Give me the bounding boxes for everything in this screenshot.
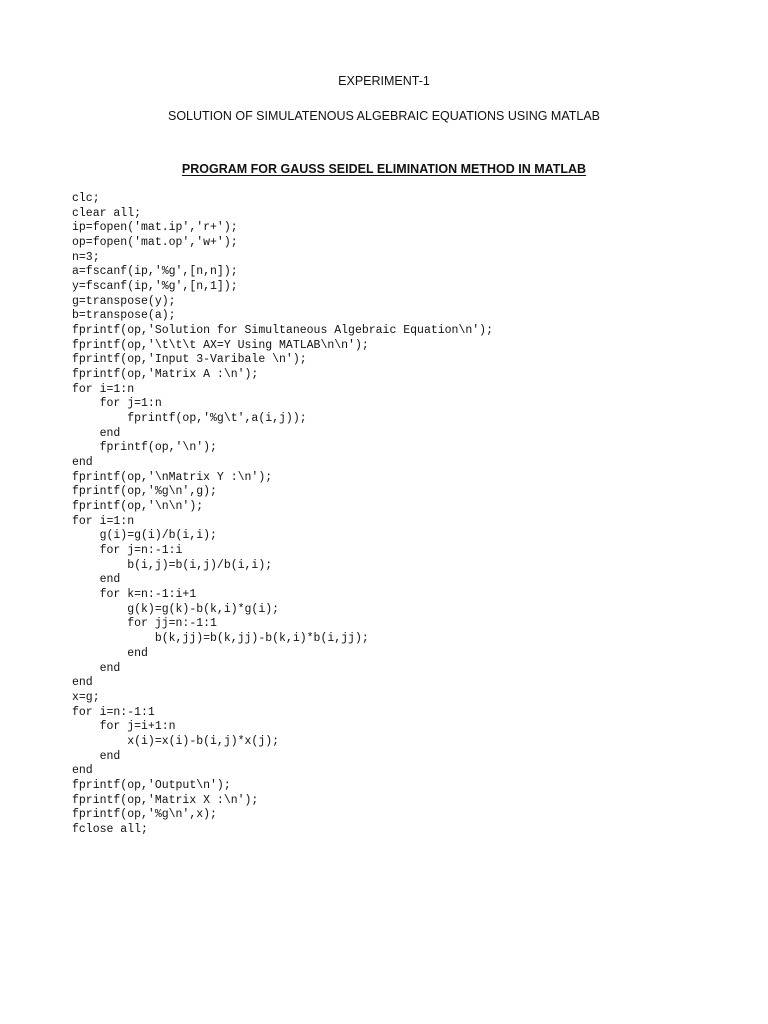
- matlab-code-block: [72, 192, 493, 838]
- code-line: fprintf(op,'Solution for Simultaneous Algebraic Equation\n');: [72, 324, 493, 338]
- code-line: fprintf(op,'%g\t',a(i,j));: [72, 412, 307, 426]
- code-line: fprintf(op,'%g\n',x);: [72, 808, 217, 822]
- code-line: x(i)=x(i)-b(i,j)*x(j);: [72, 734, 280, 748]
- code-line: end: [72, 573, 121, 587]
- code-line: for i=1:n: [72, 514, 135, 528]
- code-line: b(i,j)=b(i,j)/b(i,i);: [72, 558, 273, 572]
- code-line: g(i)=g(i)/b(i,i);: [72, 529, 217, 543]
- code-line: end: [72, 456, 93, 470]
- code-line: clear all;: [72, 206, 142, 220]
- code-line: b(k,jj)=b(k,jj)-b(k,i)*b(i,jj);: [72, 632, 369, 646]
- code-line: end: [72, 764, 93, 778]
- code-line: fprintf(op,'Matrix X :\n');: [72, 793, 259, 807]
- code-line: a=fscanf(ip,'%g',[n,n]);: [72, 265, 238, 279]
- code-line: end: [72, 426, 121, 440]
- code-line: b=transpose(a);: [72, 309, 176, 323]
- code-line: fprintf(op,'\n\n');: [72, 500, 204, 514]
- document-subtitle: SOLUTION OF SIMULATENOUS ALGEBRAIC EQUATIONS USING MATLAB: [167, 109, 601, 123]
- code-line: fprintf(op,'Output\n');: [72, 778, 231, 792]
- code-line: for j=1:n: [72, 397, 162, 411]
- code-line: y=fscanf(ip,'%g',[n,1]);: [72, 280, 238, 294]
- code-line: for j=i+1:n: [72, 720, 176, 734]
- code-line: fprintf(op,'%g\n',g);: [72, 485, 217, 499]
- code-line: clc;: [72, 192, 100, 205]
- code-line: x=g;: [72, 690, 100, 704]
- code-line: fprintf(op,'Matrix A :\n');: [72, 368, 259, 382]
- code-line: end: [72, 749, 121, 763]
- code-line: end: [72, 661, 121, 675]
- code-line: op=fopen('mat.op','w+');: [72, 236, 238, 250]
- code-line: g(k)=g(k)-b(k,i)*g(i);: [72, 602, 280, 616]
- code-line: fprintf(op,'\nMatrix Y :\n');: [72, 470, 273, 484]
- code-line: for i=n:-1:1: [72, 705, 155, 719]
- code-line: ip=fopen('mat.ip','r+');: [72, 221, 238, 235]
- program-title: PROGRAM FOR GAUSS SEIDEL ELIMINATION METHOD IN MATLAB: [181, 162, 587, 176]
- code-line: fclose all;: [72, 822, 148, 836]
- code-line: for jj=n:-1:1: [72, 617, 217, 631]
- code-line: n=3;: [72, 250, 100, 264]
- code-line: g=transpose(y);: [72, 294, 176, 308]
- code-line: fprintf(op,'\t\t\t AX=Y Using MATLAB\n\n');: [72, 338, 369, 352]
- code-line: for j=n:-1:i: [72, 544, 183, 558]
- code-line: for k=n:-1:i+1: [72, 588, 197, 602]
- code-line: fprintf(op,'Input 3-Varibale \n');: [72, 353, 307, 367]
- code-line: for i=1:n: [72, 382, 135, 396]
- code-line: end: [72, 646, 148, 660]
- code-line: fprintf(op,'\n');: [72, 441, 217, 455]
- code-line: end: [72, 676, 93, 690]
- experiment-title: EXPERIMENT-1: [338, 74, 430, 88]
